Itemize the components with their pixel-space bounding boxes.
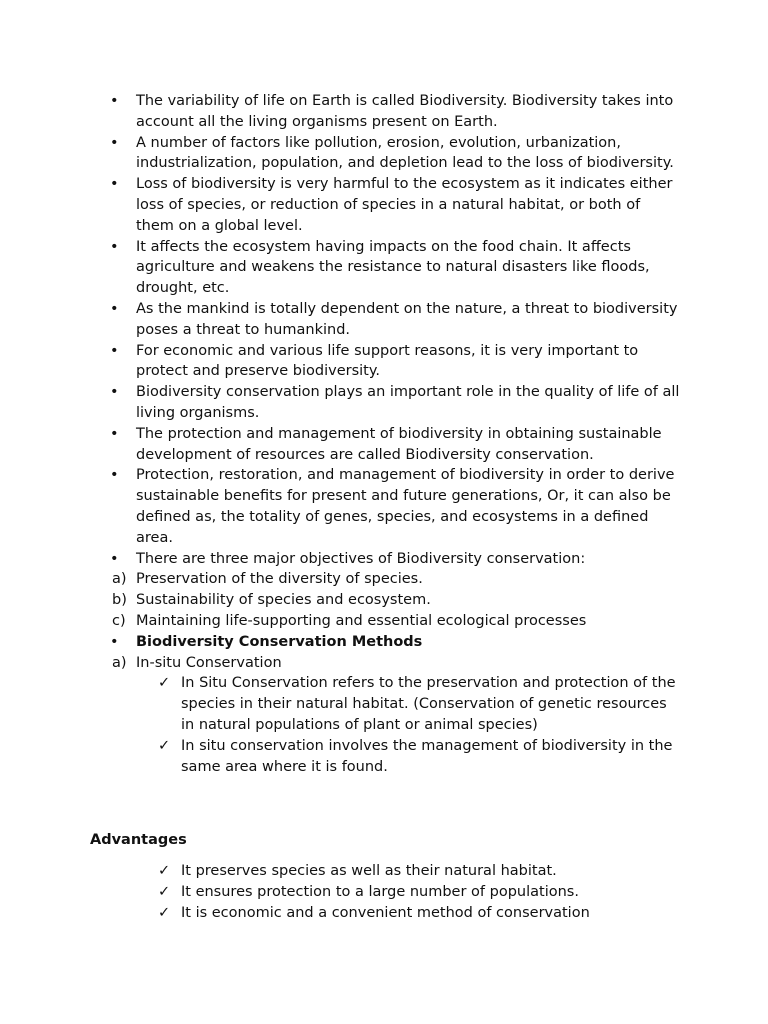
advantages-heading: Advantages	[90, 832, 187, 848]
bullet-marker: •	[110, 550, 119, 567]
list-item-text: Loss of biodiversity is very harmful to the ecosystem as it indicates either loss of species, or reduction of species in a natural habitat, or both of them on a global level.	[136, 176, 673, 234]
list-item	[0, 341, 768, 383]
advantage-item	[0, 903, 768, 924]
bullet-marker: •	[110, 176, 119, 193]
checkmark-icon: ✓	[158, 883, 171, 900]
checkmark-icon: ✓	[158, 675, 171, 692]
letter-marker: c)	[112, 612, 126, 629]
bullet-marker: •	[110, 384, 119, 401]
insitu-point-text: In Situ Conservation refers to the preservation and protection of the species in their natural habitat. (Conservation of genetic resources in natural populations of plant or animal species)	[181, 675, 676, 733]
bullet-marker: •	[110, 633, 119, 650]
methods-heading: Biodiversity Conservation Methods	[136, 633, 423, 650]
list-item-text: There are three major objectives of Biodiversity conservation:	[136, 550, 586, 567]
bullet-marker: •	[110, 467, 119, 484]
checkmark-icon: ✓	[158, 863, 171, 879]
bullet-marker: •	[110, 134, 119, 151]
list-item	[0, 465, 768, 548]
advantage-text: It preserves species as well as their natural habitat.	[181, 863, 557, 879]
advantage-item	[0, 882, 768, 903]
advantages-list	[0, 861, 768, 923]
bullet-marker: •	[110, 300, 119, 317]
list-item-text: A number of factors like pollution, erosion, evolution, urbanization, industrialization, population, and depletion lead to the loss of biodiversity.	[136, 134, 674, 172]
list-item-text: It affects the ecosystem having impacts on the food chain. It affects agriculture and weakens the resistance to natural disasters like floods, drought, etc.	[136, 238, 650, 297]
objective-item	[0, 611, 768, 632]
insitu-point	[0, 673, 768, 735]
advantage-text: It is economic and a convenient method of conservation	[181, 904, 590, 921]
letter-marker: a)	[112, 571, 127, 588]
objective-text: Preservation of the diversity of species.	[136, 571, 423, 588]
methods-heading-item	[0, 632, 768, 653]
objective-text: Sustainability of species and ecosystem.	[136, 592, 431, 609]
advantage-item	[0, 861, 768, 882]
list-item-text: As the mankind is totally dependent on the nature, a threat to biodiversity poses a threat to humankind.	[136, 300, 678, 338]
letter-marker: a)	[112, 654, 127, 671]
method-item	[0, 653, 768, 674]
list-item	[0, 299, 768, 341]
method-text: In-situ Conservation	[136, 654, 282, 671]
list-item	[0, 174, 768, 236]
letter-marker: b)	[112, 592, 127, 609]
bullet-marker: •	[110, 425, 119, 442]
list-item	[0, 424, 768, 466]
list-item	[0, 549, 768, 570]
list-item-text: Protection, restoration, and management of biodiversity in order to derive sustainable benefits for present and future generations, Or, it can also be defined as, the totality of genes, species, and ecosystems in a defined area.	[136, 467, 675, 546]
objective-item	[0, 569, 768, 590]
list-item-text: Biodiversity conservation plays an important role in the quality of life of all living organisms.	[136, 384, 680, 421]
list-item	[0, 133, 768, 175]
bullet-marker: •	[110, 342, 119, 359]
insitu-point	[0, 736, 768, 778]
insitu-point-text: In situ conservation involves the management of biodiversity in the same area where it is found.	[181, 737, 673, 775]
list-item	[0, 237, 768, 299]
checkmark-icon: ✓	[158, 737, 171, 754]
advantage-text: It ensures protection to a large number of populations.	[181, 883, 579, 900]
objective-text: Maintaining life-supporting and essential ecological processes	[136, 612, 587, 629]
checkmark-icon: ✓	[158, 904, 171, 921]
list-item	[0, 91, 768, 133]
list-item-text: The variability of life on Earth is called Biodiversity. Biodiversity takes into account all the living organisms present on Earth.	[136, 93, 674, 130]
list-item-text: For economic and various life support reasons, it is very important to protect and preserve biodiversity.	[136, 342, 639, 380]
bullet-marker: •	[110, 93, 119, 109]
list-item-text: The protection and management of biodiversity in obtaining sustainable development of resources are called Biodiversity conservation.	[136, 425, 662, 463]
main-bullet-list	[0, 91, 768, 777]
bullet-marker: •	[110, 238, 119, 255]
list-item	[0, 382, 768, 424]
objective-item	[0, 590, 768, 611]
